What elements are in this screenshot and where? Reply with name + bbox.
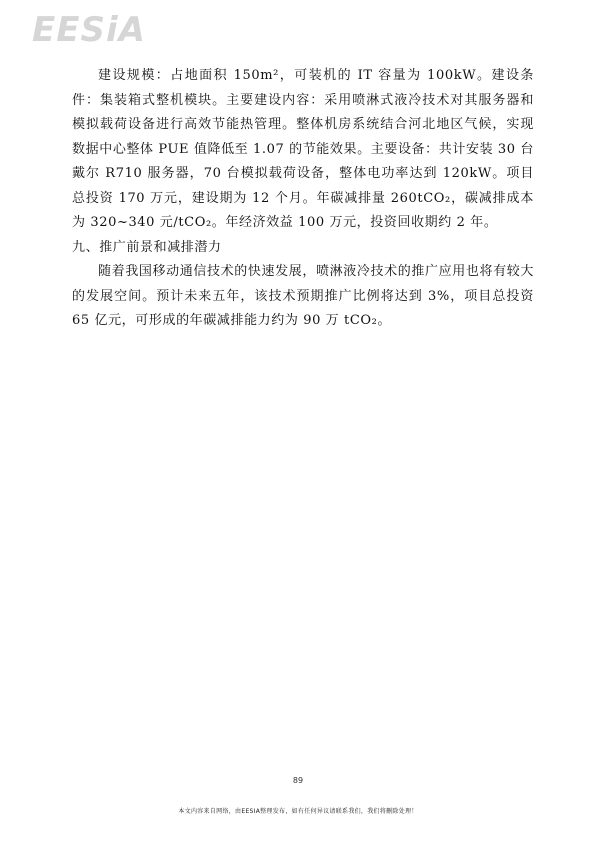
document-body <box>72 64 534 334</box>
promotion-prospect-paragraph: 随着我国移动通信技术的快速发展，喷淋液冷技术的推广应用也将有较大的发展空间。预计未来五年，该技术预期推广比例将达到 3%，项目总投资 65 亿元，可形成的年碳减排能力约为 90 万 tCO₂。 <box>72 264 534 328</box>
eesia-logo: EESiA <box>32 10 146 50</box>
page-number: 89 <box>292 776 304 785</box>
construction-scale-paragraph: 建设规模：占地面积 150m²，可装机的 IT 容量为 100kW。建设条件：集装箱式整机模块。主要建设内容：采用喷淋式液冷技术对其服务器和模拟载荷设备进行高效节能热管理。整体机房系统结合河北地区气候，实现数据中心整体 PUE 值降低至 1.07 的节能效果。主要设备：共计安装 30 台戴尔 R710 服务器，70 台模拟载荷设备，整体电功率达到 120kW。项目总投资 170 万元，建设期为 12 个月。年碳减排量 260tCO₂，碳减排成本为 320~340 元/tCO₂。年经济效益 100 万元，投资回收期约 2 年。 <box>72 68 534 230</box>
footer-disclaimer: 本文内容来自网络，由EESIA整理发布，如有任何异议请联系我们，我们将删除处理！ <box>178 808 418 815</box>
section-heading: 九、推广前景和减排潜力 <box>72 239 222 255</box>
